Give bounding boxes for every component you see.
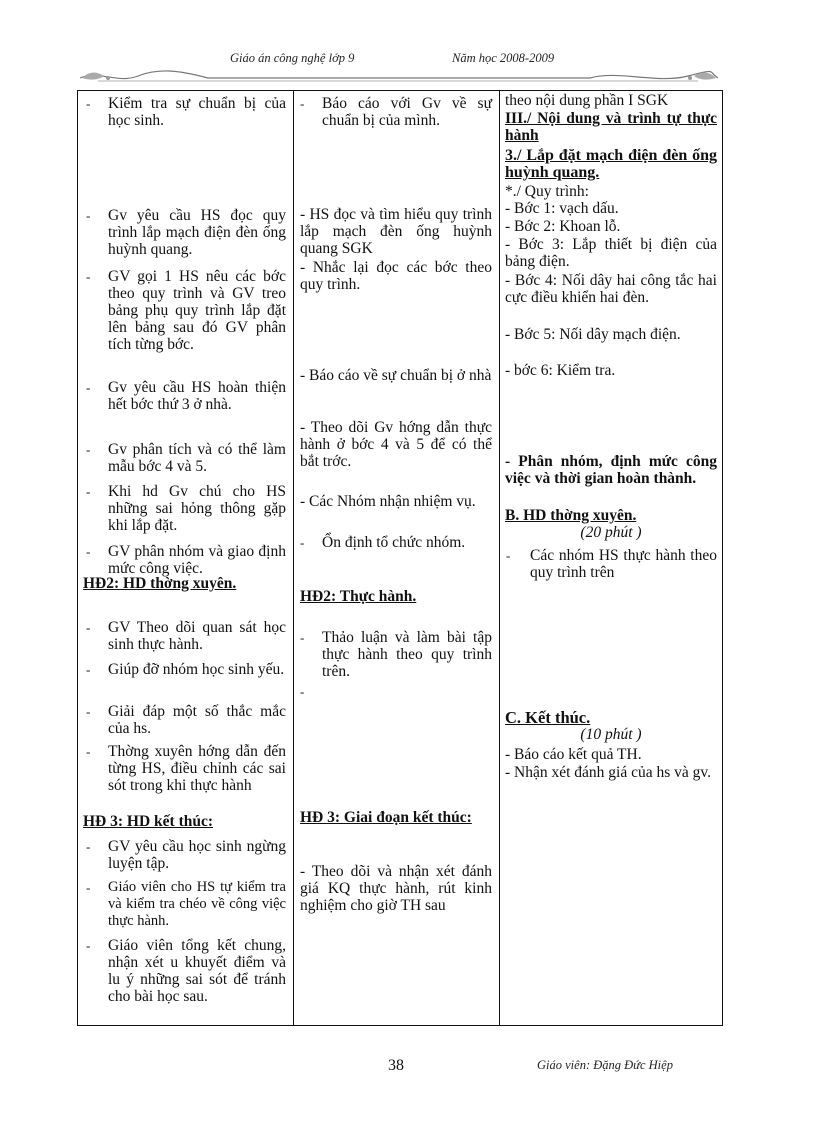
group-title: - Phân nhóm, định mức công việc và thời gian hoàn thành. — [505, 453, 717, 487]
step-item: - Bớc 5: Nối dây mạch điện. — [505, 326, 681, 343]
c-section-title: C. Kết thúc. — [505, 708, 591, 727]
list-item: - Các nhóm HS thực hành theo quy trình trên — [506, 547, 717, 581]
header-year: Năm học 2008-2009 — [452, 51, 555, 65]
b-time: (20 phút ) — [580, 524, 642, 541]
header-ornament — [78, 66, 720, 88]
list-item: - Báo cáo với Gv về sự chuẩn bị của mình. — [300, 95, 492, 129]
step-item: - Bớc 2: Khoan lỗ. — [505, 218, 621, 235]
step-item: - bớc 6: Kiểm tra. — [505, 362, 616, 379]
c-time: (10 phút ) — [580, 726, 642, 743]
list-item: - Kiểm tra sự chuẩn bị của học sinh. — [86, 95, 286, 129]
list-item: - Báo cáo kết quả TH. — [505, 746, 642, 763]
step-item: - Bớc 3: Lắp thiết bị điện của bảng điện. — [505, 236, 717, 270]
paragraph: - Theo dõi Gv hớng dẫn thực hành ở bớc 4 và 5 để có thể bắt trớc. — [300, 419, 492, 470]
list-item: - Thờng xuyên hớng dẫn đến từng HS, điều chỉnh các sai sót trong khi thực hành — [86, 743, 286, 794]
intro-text: theo nội dung phần I SGK — [505, 92, 669, 109]
process-label: *./ Quy trình: — [505, 183, 589, 200]
step-item: - Bớc 4: Nối dây hai công tắc hai cực điều khiển hai đèn. — [505, 272, 717, 306]
list-item: - GV phân nhóm và giao định mức công việc. — [86, 543, 286, 577]
paragraph: - Nhắc lại đọc các bớc theo quy trình. — [300, 259, 492, 293]
header-subject: Giáo án công nghệ lớp 9 — [230, 51, 355, 65]
hd2-heading: HĐ2: Thực hành. — [300, 588, 417, 605]
list-item: - Nhận xét đánh giá của hs và gv. — [505, 764, 712, 781]
paragraph: - Theo dõi và nhận xét đánh giá KQ thực hành, rút kinh nghiệm cho giờ TH sau — [300, 863, 492, 914]
list-item: - Gv yêu cầu HS đọc quy trình lắp mạch điện đèn ống huỳnh quang. — [86, 207, 286, 258]
list-item: - Gv phân tích và có thể làm mẫu bớc 4 và 5. — [86, 441, 286, 475]
content-column — [500, 91, 723, 1026]
paragraph: - Các Nhóm nhận nhiệm vụ. — [300, 493, 476, 510]
teacher-signature: Giáo viên: Đặng Đức Hiệp — [537, 1058, 673, 1072]
list-item: - Thảo luận và làm bài tập thực hành theo quy trình trên. — [300, 629, 492, 680]
list-item: - GV Theo dõi quan sát học sinh thực hành. — [86, 619, 286, 653]
list-item: - GV yêu cầu học sinh ngừng luyện tập. — [86, 838, 286, 872]
hd3-heading: HĐ 3: Giai đoạn kết thúc: — [300, 809, 472, 826]
list-item: - Giúp đỡ nhóm học sinh yếu. — [86, 661, 285, 678]
list-item: - Khi hd Gv chú cho HS những sai hỏng thông gặp khi lắp đặt. — [86, 483, 286, 534]
list-item: - Ổn định tổ chức nhóm. — [300, 534, 466, 551]
paragraph: - HS đọc và tìm hiểu quy trình lắp mạch đèn ống huỳnh quang SGK — [300, 206, 492, 257]
student-activity-column: - Báo cáo với Gv về sự chuẩn bị của mình. - HS đọc và tìm hiểu quy trình lắp mạch đèn ống huỳnh quang SGK - Nhắc lại đọc các bớc theo quy trình. - Báo cáo về sự chuẩn bị ở nhà - Theo dõi Gv hớng dẫn thực hành ở bớc 4 và 5 để có thể bắt trớc. - Các Nhóm nhận nhiệm vụ. - Ổn định tổ chức nhóm. HĐ2: Thực hành. - Thảo luận và làm bài tập thực hành theo quy trình trên. - HĐ 3: Giai đoạn kết thúc: - Theo dõi và nhận xét đánh giá KQ thực hành, rút kinh nghiệm cho giờ TH sau — [294, 91, 500, 1026]
b-section-title: B. HD thờng xuyên. — [505, 507, 637, 524]
list-item: - Giải đáp một số thắc mắc của hs. — [86, 703, 286, 737]
hd2-heading: HĐ2: HD thờng xuyên. — [83, 575, 237, 592]
list-item: - GV gọi 1 HS nêu các bớc theo quy trình và GV treo bảng phụ quy trình lắp đặt lên bảng sau đó GV phân tích từng bớc. — [86, 268, 286, 353]
section3-title: III./ Nội dung và trình tự thực hành — [505, 110, 717, 144]
lesson-table — [77, 90, 723, 1026]
page-number: 38 — [388, 1057, 404, 1074]
hd3-heading: HĐ 3: HD kết thúc: — [83, 813, 214, 830]
sub3-title: 3./ Lắp đặt mạch điện đèn ống huỳnh quang. — [505, 147, 717, 181]
teacher-activity-column — [78, 91, 294, 1026]
list-item: - Giáo viên cho HS tự kiểm tra và kiểm tra chéo về công việc thực hành. — [86, 879, 286, 929]
list-item: - Gv yêu cầu HS hoàn thiện hết bớc thứ 3 ở nhà. — [86, 379, 286, 413]
paragraph: - Báo cáo về sự chuẩn bị ở nhà — [300, 367, 492, 384]
list-item: - Giáo viên tổng kết chung, nhận xét u khuyết điểm và lu ý những sai sót để tránh cho bài học sau. — [86, 937, 286, 1005]
step-item: - Bớc 1: vạch dấu. — [505, 200, 619, 217]
